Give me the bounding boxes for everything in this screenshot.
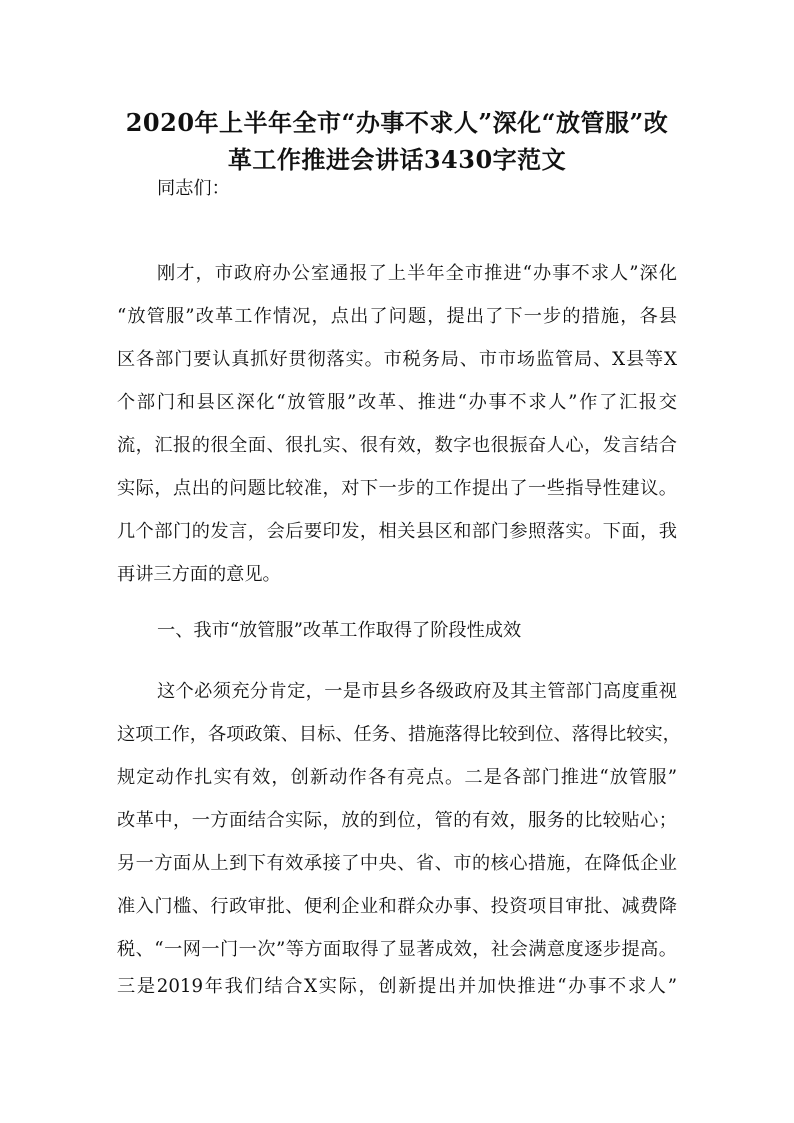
paragraph-2-line: 税、“一网一门一次”等方面取得了显著成效，社会满意度逐步提高。 [117, 939, 677, 960]
paragraph-2-line: 另一方面从上到下有效承接了中央、省、市的核心措施，在降低企业 [117, 853, 677, 874]
paragraph-2-line: 这个必须充分肯定，一是市县乡各级政府及其主管部门高度重视 [157, 681, 677, 702]
document-title-line-2: 革工作推进会讲话3430字范文 [227, 145, 567, 174]
paragraph-1-line: 个部门和县区深化“放管服”改革、推进“办事不求人”作了汇报交 [117, 392, 677, 413]
paragraph-1-line: “放管服”改革工作情况，点出了问题，提出了下一步的措施，各县 [117, 306, 677, 327]
paragraph-2-line: 准入门槛、行政审批、便利企业和群众办事、投资项目审批、减费降 [117, 896, 677, 917]
paragraph-2-line: 改革中，一方面结合实际，放的到位，管的有效，服务的比较贴心； [117, 810, 677, 831]
paragraph-1-line: 流，汇报的很全面、很扎实、很有效，数字也很振奋人心，发言结合 [117, 435, 677, 456]
document-title-line-1: 2020年上半年全市“办事不求人”深化“放管服”改 [125, 108, 669, 137]
paragraph-2-line: 这项工作，各项政策、目标、任务、措施落得比较到位、落得比较实， [117, 724, 681, 745]
paragraph-1-line: 再讲三方面的意见。 [117, 564, 281, 585]
paragraph-1-line: 刚才，市政府办公室通报了上半年全市推进“办事不求人”深化 [157, 263, 677, 284]
salutation: 同志们： [157, 178, 230, 199]
paragraph-1-line: 几个部门的发言，会后要印发，相关县区和部门参照落实。下面，我 [117, 521, 677, 542]
paragraph-2-line: 三是2019年我们结合X实际，创新提出并加快推进“办事不求人” [117, 976, 677, 997]
paragraph-2-line: 规定动作扎实有效，创新动作各有亮点。二是各部门推进“放管服” [117, 767, 677, 788]
paragraph-1-line: 区各部门要认真抓好贯彻落实。市税务局、市市场监管局、X县等X [117, 349, 677, 370]
paragraph-1-line: 实际，点出的问题比较准，对下一步的工作提出了一些指导性建议。 [117, 478, 677, 499]
section-heading: 一、我市“放管服”改革工作取得了阶段性成效 [157, 620, 522, 641]
